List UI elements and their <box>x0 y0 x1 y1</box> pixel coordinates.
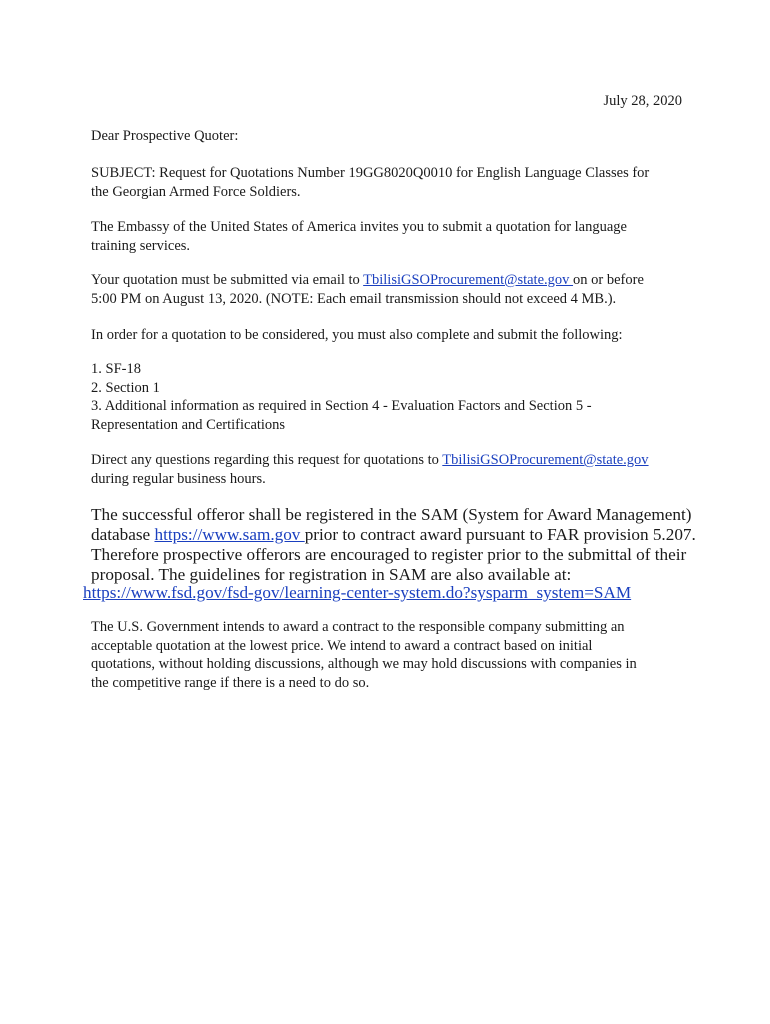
subject-line-1: SUBJECT: Request for Quotations Number 19GG8020Q0010 for English Language Classes for <box>91 165 650 181</box>
list-item: 2. Section 1 <box>91 379 160 396</box>
submission-paragraph <box>91 271 691 308</box>
sam-gov-link[interactable]: https://www.sam.gov <box>154 525 305 544</box>
sam-line-4: proposal. The guidelines for registration in SAM are also available at: <box>91 565 572 584</box>
subject-line-2: the Georgian Armed Force Soldiers. <box>91 183 301 200</box>
award-line-2: acceptable quotation at the lowest price. We intend to award a contract based on initial <box>91 637 593 654</box>
questions-line-1 <box>91 451 691 470</box>
sam-line-2-prefix: database <box>91 525 155 544</box>
invite-line-1: The Embassy of the United States of America invites you to submit a quotation for language <box>91 219 627 235</box>
letter-date: July 28, 2020 <box>603 93 682 109</box>
questions-email-link[interactable]: TbilisiGSOProcurement@state.gov <box>442 452 649 468</box>
sam-line-3: Therefore prospective offerors are encouraged to register prior to the submittal of their <box>91 545 687 564</box>
submission-line-2: 5:00 PM on August 13, 2020. (NOTE: Each email transmission should not exceed 4 MB.). <box>91 290 617 307</box>
questions-paragraph <box>91 451 691 488</box>
list-item: Representation and Certifications <box>91 416 286 433</box>
invitation-paragraph <box>91 218 691 255</box>
fsd-gov-link[interactable]: https://www.fsd.gov/fsd-gov/learning-center-system.do?sysparm_system=SAM <box>83 583 632 602</box>
award-line-1: The U.S. Government intends to award a contract to the responsible company submitting an <box>91 619 625 635</box>
award-line-3: quotations, without holding discussions, although we may hold discussions with companies in <box>91 656 637 672</box>
submission-email-link[interactable]: TbilisiGSOProcurement@state.gov <box>363 272 574 288</box>
submission-suffix: on or before <box>573 272 644 288</box>
subject-paragraph <box>91 164 691 201</box>
award-paragraph <box>91 618 691 692</box>
requirements-intro: In order for a quotation to be considered, you must also complete and submit the following: <box>91 327 623 343</box>
submission-prefix: Your quotation must be submitted via email to <box>91 272 364 288</box>
list-item: 3. Additional information as required in Section 4 - Evaluation Factors and Section 5 - <box>91 398 592 414</box>
sam-line-2 <box>91 525 711 545</box>
submission-line-1 <box>91 271 691 290</box>
questions-prefix: Direct any questions regarding this request for quotations to <box>91 452 443 468</box>
sam-line-1: The successful offeror shall be registered in the SAM (System for Award Management) <box>91 505 692 524</box>
salutation: Dear Prospective Quoter: <box>91 128 239 144</box>
questions-line-2: during regular business hours. <box>91 470 266 487</box>
award-line-4: the competitive range if there is a need to do so. <box>91 674 370 691</box>
requirements-list <box>91 360 691 434</box>
sam-line-2-suffix: prior to contract award pursuant to FAR provision 5.207. <box>304 525 696 544</box>
invite-line-2: training services. <box>91 237 191 254</box>
list-item: 1. SF-18 <box>91 361 141 377</box>
sam-paragraph <box>91 505 711 585</box>
